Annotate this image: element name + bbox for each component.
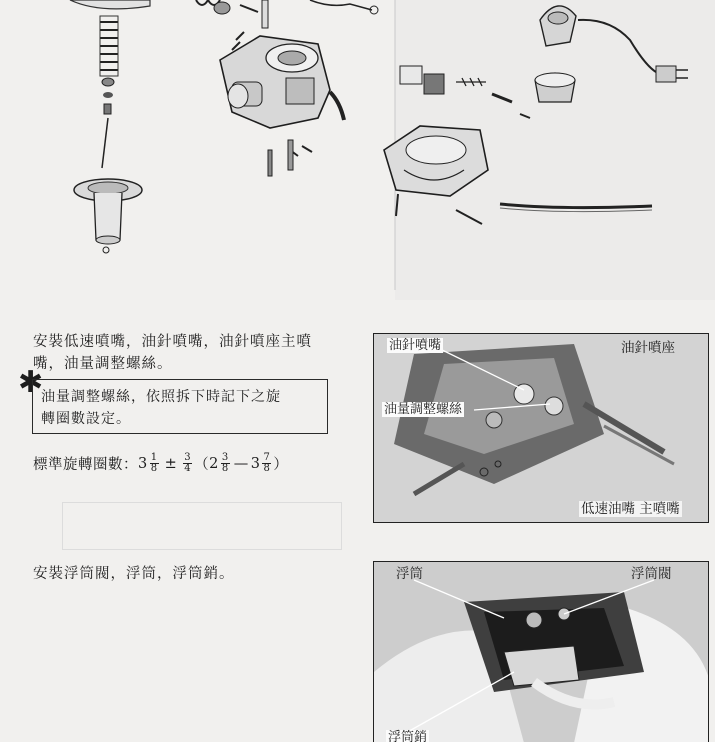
asterisk-icon: ✱ <box>18 365 44 400</box>
formula-fraction2 <box>183 453 192 474</box>
formula-fraction3 <box>221 453 230 474</box>
standard-turns-formula <box>33 453 288 474</box>
formula-plus-minus: ± <box>164 455 178 472</box>
label-needle-seat: 油針噴座 <box>621 340 675 356</box>
fraction3-numerator: 3 <box>221 452 229 463</box>
fraction1-denominator: 8 <box>150 463 158 474</box>
formula-whole3: 2 <box>209 455 219 472</box>
jets-install-photo <box>373 333 709 523</box>
note-line2: 轉圈數設定。 <box>41 411 131 427</box>
note-line1: 油量調整螺絲，依照拆下時記下之旋 <box>41 389 281 405</box>
formula-label: 標準旋轉圈數： <box>33 457 138 473</box>
fraction3-denominator: 8 <box>221 463 229 474</box>
bleed-through-box <box>62 502 342 550</box>
formula-whole4: 3 <box>250 455 261 472</box>
formula-fraction4 <box>262 453 271 474</box>
step1-line1: 安裝低速噴嘴，油針噴嘴，油針噴座主噴 <box>33 334 312 350</box>
formula-whole1: 3 <box>138 455 148 472</box>
label-adjust-screw: 油量調整螺絲 <box>384 402 463 417</box>
label-float-valve: 浮筒閥 <box>631 566 672 582</box>
step1-instruction <box>33 331 312 375</box>
fraction1-numerator: 1 <box>150 452 158 463</box>
fraction2-numerator: 3 <box>184 452 192 463</box>
formula-paren-open: （ <box>194 457 210 473</box>
formula-fraction1 <box>150 453 159 474</box>
float-install-photo <box>373 561 709 742</box>
note-box <box>32 379 328 434</box>
jets-photo-image <box>374 334 709 523</box>
step2-instruction: 安裝浮筒閥，浮筒，浮筒銷。 <box>33 566 235 582</box>
formula-paren-close: ） <box>273 457 289 473</box>
formula-dash: — <box>233 455 249 472</box>
float-photo-image <box>374 562 709 742</box>
fraction4-denominator: 8 <box>263 463 271 474</box>
label-float-pin: 浮筒銷 <box>386 730 429 742</box>
label-jets: 低速油嘴 主噴嘴 <box>581 501 680 517</box>
fraction4-numerator: 7 <box>263 452 271 463</box>
fraction2-denominator: 4 <box>184 463 192 474</box>
step1-line2: 嘴，油量調整螺絲。 <box>33 356 173 372</box>
carburetor-exploded-diagram <box>0 0 715 300</box>
label-needle-jet: 油針噴嘴 <box>389 338 442 353</box>
label-float: 浮筒 <box>396 566 423 582</box>
